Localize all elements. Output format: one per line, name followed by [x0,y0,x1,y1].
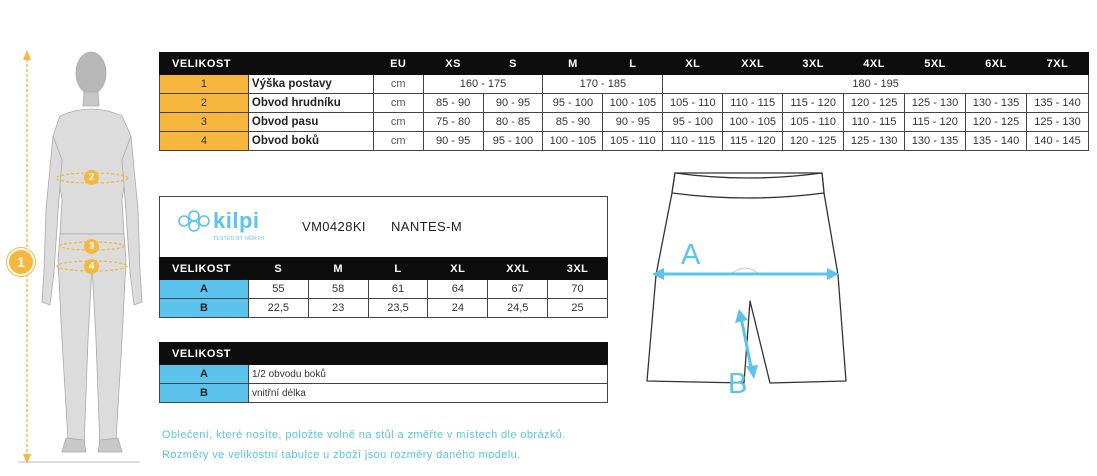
model-code: VM0428KI [302,219,366,234]
table-cell: 90 - 95 [483,94,543,113]
table-cell: 95 - 100 [483,132,543,151]
table-row [160,365,608,384]
table-cell: 115 - 120 [723,132,783,151]
col-blank [248,53,373,75]
col-l: L [368,258,428,280]
table-cell: 95 - 100 [663,113,723,132]
col-7xl: 7XL [1026,53,1088,75]
row-number: 2 [160,94,249,113]
table-cell: 135 - 140 [1026,94,1088,113]
row-number: 4 [160,132,249,151]
table-cell: 64 [428,280,488,299]
height-range-xl-7xl: 180 - 195 [663,75,1089,94]
table-cell: 125 - 130 [1026,113,1088,132]
waist-marker-badge: 3 [84,239,99,254]
table-cell: 90 - 95 [423,132,483,151]
row-unit: cm [373,132,423,151]
kilpi-logo-icon [177,209,211,233]
table-row [160,94,1089,113]
table-cell: 80 - 85 [483,113,543,132]
col-l: L [603,53,663,75]
col-eu: EU [373,53,423,75]
table-row [160,75,1089,94]
row-description: 1/2 obvodu boků [248,365,607,384]
product-size-table [159,257,608,318]
shorts-label-a: A [681,239,701,271]
col-velikost: VELIKOST [160,258,249,280]
row-unit: cm [373,113,423,132]
table-cell: 105 - 110 [663,94,723,113]
table-cell: 90 - 95 [603,113,663,132]
height-marker-badge: 1 [7,248,35,276]
hip-marker-badge: 4 [84,259,99,274]
table-cell: 125 - 130 [905,94,966,113]
col-xxl: XXL [723,53,783,75]
row-label: Obvod pasu [248,113,373,132]
table-cell: 24 [428,299,488,318]
brand-tagline: TESTED BY NORTH [213,236,265,242]
table-cell: 110 - 115 [723,94,783,113]
table-cell: 125 - 130 [844,132,905,151]
col-xl: XL [663,53,723,75]
table-cell: 58 [308,280,368,299]
table-cell: 85 - 90 [423,94,483,113]
table-cell: 55 [248,280,308,299]
table-cell: 135 - 140 [966,132,1027,151]
row-label: Obvod boků [248,132,373,151]
table-cell: 95 - 100 [543,94,603,113]
col-6xl: 6XL [966,53,1027,75]
table-row [160,132,1089,151]
row-number: 3 [160,113,249,132]
chest-marker-badge: 2 [84,170,99,185]
table-cell: 105 - 110 [603,132,663,151]
row-label: Výška postavy [248,75,373,94]
table-row [160,113,1089,132]
table-cell: 25 [548,299,608,318]
col-s: S [248,258,308,280]
table-cell: 23 [308,299,368,318]
table-cell: 120 - 125 [783,132,844,151]
table-cell: 85 - 90 [543,113,603,132]
main-size-table [159,52,1089,151]
col-blank [248,343,607,365]
col-xl: XL [428,258,488,280]
instruction-note-1: Oblečení, které nosíte, položte volně na stůl a změřte v místech dle obrázků. [162,429,566,441]
table-cell: 24,5 [488,299,548,318]
col-m: M [543,53,603,75]
table-cell: 110 - 115 [844,113,905,132]
table-cell: 120 - 125 [844,94,905,113]
table-cell: 23,5 [368,299,428,318]
table-row [160,384,608,403]
table-cell: 75 - 80 [423,113,483,132]
table-cell: 100 - 105 [543,132,603,151]
row-number: 1 [160,75,249,94]
main-table-header [160,53,1089,75]
height-range-xs-s: 160 - 175 [423,75,543,94]
table-cell: 115 - 120 [783,94,844,113]
table-row [160,299,608,318]
col-xs: XS [423,53,483,75]
shorts-diagram [640,165,855,400]
col-velikost: VELIKOST [160,53,249,75]
col-velikost: VELIKOST [160,343,249,365]
table-cell: 105 - 110 [783,113,844,132]
table-cell: 120 - 125 [966,113,1027,132]
instruction-note-2: Rozměry ve velikostní tabulce u zboží jsou rozměry daného modelu. [162,449,521,461]
col-3xl: 3XL [548,258,608,280]
table-cell: 67 [488,280,548,299]
col-s: S [483,53,543,75]
height-range-m-l: 170 - 185 [543,75,663,94]
legend-table-header [160,343,608,365]
table-cell: 115 - 120 [905,113,966,132]
col-5xl: 5XL [905,53,966,75]
table-cell: 130 - 135 [966,94,1027,113]
row-description: vnitřní délka [248,384,607,403]
legend-table [159,342,608,403]
table-cell: 140 - 145 [1026,132,1088,151]
shorts-label-b: B [728,368,748,400]
row-label: Obvod hrudníku [248,94,373,113]
product-header-box [159,196,608,257]
table-cell: 110 - 115 [663,132,723,151]
table-cell: 70 [548,280,608,299]
row-label: B [160,299,249,318]
model-name: NANTES-M [391,219,463,234]
row-unit: cm [373,75,423,94]
table-cell: 100 - 105 [603,94,663,113]
table-cell: 61 [368,280,428,299]
table-cell: 22,5 [248,299,308,318]
table-cell: 100 - 105 [723,113,783,132]
col-4xl: 4XL [844,53,905,75]
row-label: B [160,384,249,403]
brand-logo-text: kilpi [213,208,260,233]
row-label: A [160,365,249,384]
table-row [160,280,608,299]
col-m: M [308,258,368,280]
col-3xl: 3XL [783,53,844,75]
table-cell: 130 - 135 [905,132,966,151]
row-label: A [160,280,249,299]
col-xxl: XXL [488,258,548,280]
product-table-header [160,258,608,280]
row-unit: cm [373,94,423,113]
